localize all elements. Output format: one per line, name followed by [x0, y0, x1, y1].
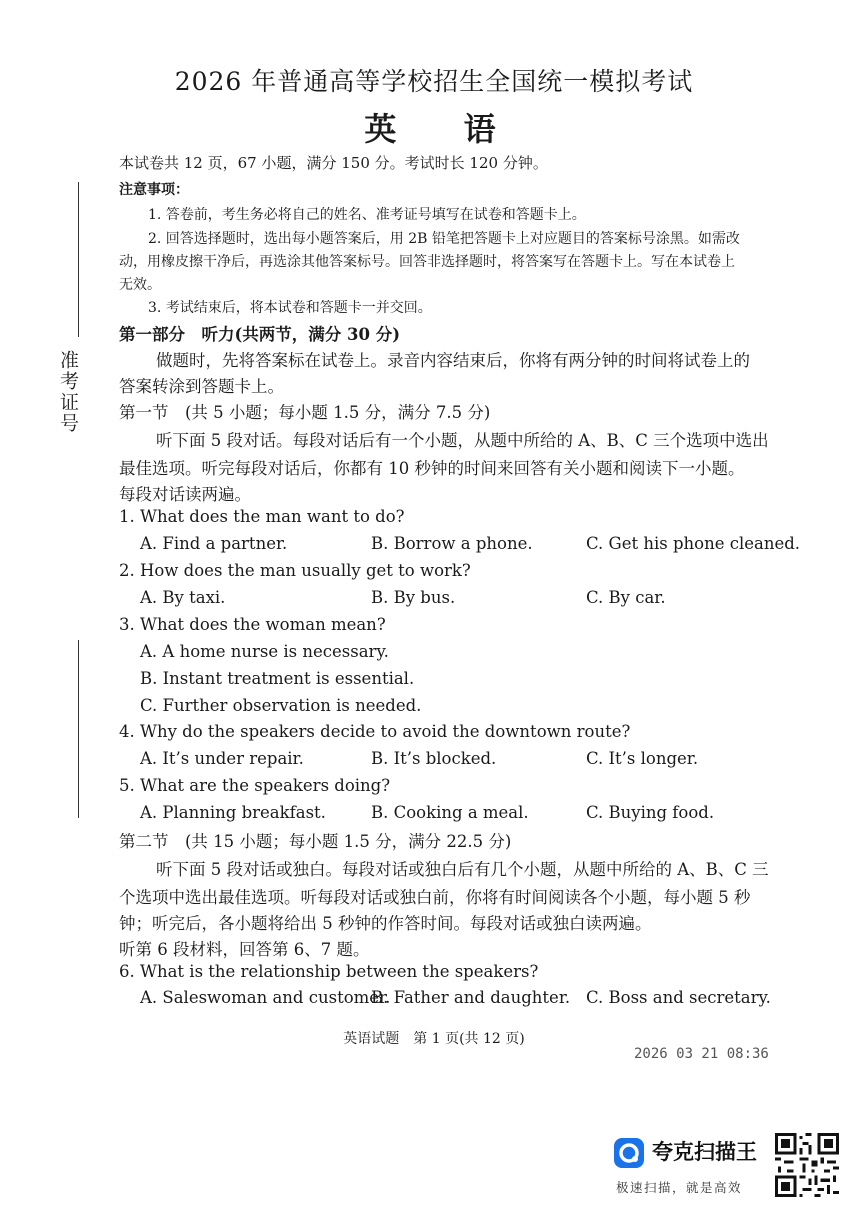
- section2-instruction: 听下面 5 段对话或独白。每段对话或独白后有几个小题，从题中所给的 A、B、C 三: [156, 860, 769, 879]
- section2-instruction: 个选项中选出最佳选项。听每段对话或独白前，你将有时间阅读各个小题，每小题 5 秒: [119, 888, 751, 907]
- answer-option: A. Saleswoman and customer.: [140, 988, 391, 1007]
- answer-option: B. By bus.: [371, 588, 456, 607]
- question-stem: 6. What is the relationship between the speakers?: [119, 962, 539, 981]
- quark-logo-icon: [614, 1138, 644, 1168]
- exam-intro: 本试卷共 12 页，67 小题，满分 150 分。考试时长 120 分钟。: [119, 154, 548, 172]
- margin-line-bottom: [78, 640, 79, 818]
- exam-title: 2026 年普通高等学校招生全国统一模拟考试: [174, 67, 694, 96]
- admission-number-label: 准考证号: [57, 350, 79, 434]
- answer-option: C. Boss and secretary.: [586, 988, 771, 1007]
- margin-line-top: [78, 182, 79, 337]
- section2-instruction: 钟；听完后，各小题将给出 5 秒钟的作答时间。每段对话或独白读两遍。: [119, 914, 652, 933]
- material-note: 听第 6 段材料，回答第 6、7 题。: [119, 940, 370, 959]
- answer-option: B. Father and daughter.: [371, 988, 571, 1007]
- scanner-slogan: 极速扫描，就是高效: [616, 1180, 743, 1195]
- answer-option: C. By car.: [586, 588, 666, 607]
- answer-option: C. Buying food.: [586, 803, 715, 822]
- answer-option: A. By taxi.: [140, 588, 226, 607]
- question-stem: 5. What are the speakers doing?: [119, 776, 391, 795]
- section1-instruction: 最佳选项。听完每段对话后，你都有 10 秒钟的时间来回答有关小题和阅读下一小题。: [119, 459, 745, 478]
- part1-instruction: 做题时，先将答案标在试卷上。录音内容结束后，你将有两分钟的时间将试卷上的: [156, 351, 750, 370]
- answer-option: A. It’s under repair.: [140, 749, 304, 768]
- page-footer: 英语试题 第 1 页(共 12 页): [343, 1031, 525, 1047]
- question-stem: 3. What does the woman mean?: [119, 615, 386, 634]
- answer-option: C. It’s longer.: [586, 749, 699, 768]
- note-item: 动，用橡皮擦干净后，再选涂其他答案标号。回答非选择题时，将答案写在答题卡上。写在本试卷上: [119, 254, 735, 270]
- question-stem: 1. What does the man want to do?: [119, 507, 405, 526]
- answer-option: A. Find a partner.: [140, 534, 288, 553]
- section1-heading: 第一节 (共 5 小题；每小题 1.5 分，满分 7.5 分): [119, 403, 491, 422]
- scan-timestamp: 2026 03 21 08:36: [634, 1046, 769, 1062]
- scanner-watermark: [614, 1134, 774, 1204]
- exam-subject: 英 语: [364, 110, 524, 148]
- section2-heading: 第二节 (共 15 小题；每小题 1.5 分，满分 22.5 分): [119, 832, 512, 851]
- note-item: 3. 考试结束后，将本试卷和答题卡一并交回。: [148, 300, 432, 316]
- answer-option: B. Cooking a meal.: [371, 803, 529, 822]
- part1-heading: 第一部分 听力(共两节，满分 30 分): [119, 325, 401, 344]
- section1-instruction: 每段对话读两遍。: [119, 485, 251, 504]
- qr-code-icon: [775, 1133, 839, 1197]
- answer-option: B. Instant treatment is essential.: [140, 669, 415, 688]
- answer-option: A. Planning breakfast.: [140, 803, 326, 822]
- answer-option: B. It’s blocked.: [371, 749, 497, 768]
- notes-heading: 注意事项：: [119, 182, 189, 198]
- answer-option: B. Borrow a phone.: [371, 534, 533, 553]
- question-stem: 4. Why do the speakers decide to avoid the downtown route?: [119, 722, 631, 741]
- question-stem: 2. How does the man usually get to work?: [119, 561, 471, 580]
- answer-option: A. A home nurse is necessary.: [140, 642, 389, 661]
- part1-instruction: 答案转涂到答题卡上。: [119, 377, 284, 396]
- note-item: 2. 回答选择题时，选出每小题答案后，用 2B 铅笔把答题卡上对应题目的答案标号涂黑。如需改: [148, 231, 740, 247]
- answer-option: C. Get his phone cleaned.: [586, 534, 801, 553]
- section1-instruction: 听下面 5 段对话。每段对话后有一个小题，从题中所给的 A、B、C 三个选项中选出: [156, 431, 769, 450]
- answer-option: C. Further observation is needed.: [140, 696, 422, 715]
- note-item: 无效。: [119, 277, 161, 293]
- note-item: 1. 答卷前，考生务必将自己的姓名、准考证号填写在试卷和答题卡上。: [148, 207, 586, 223]
- scanner-app-name: 夸克扫描王: [652, 1140, 757, 1164]
